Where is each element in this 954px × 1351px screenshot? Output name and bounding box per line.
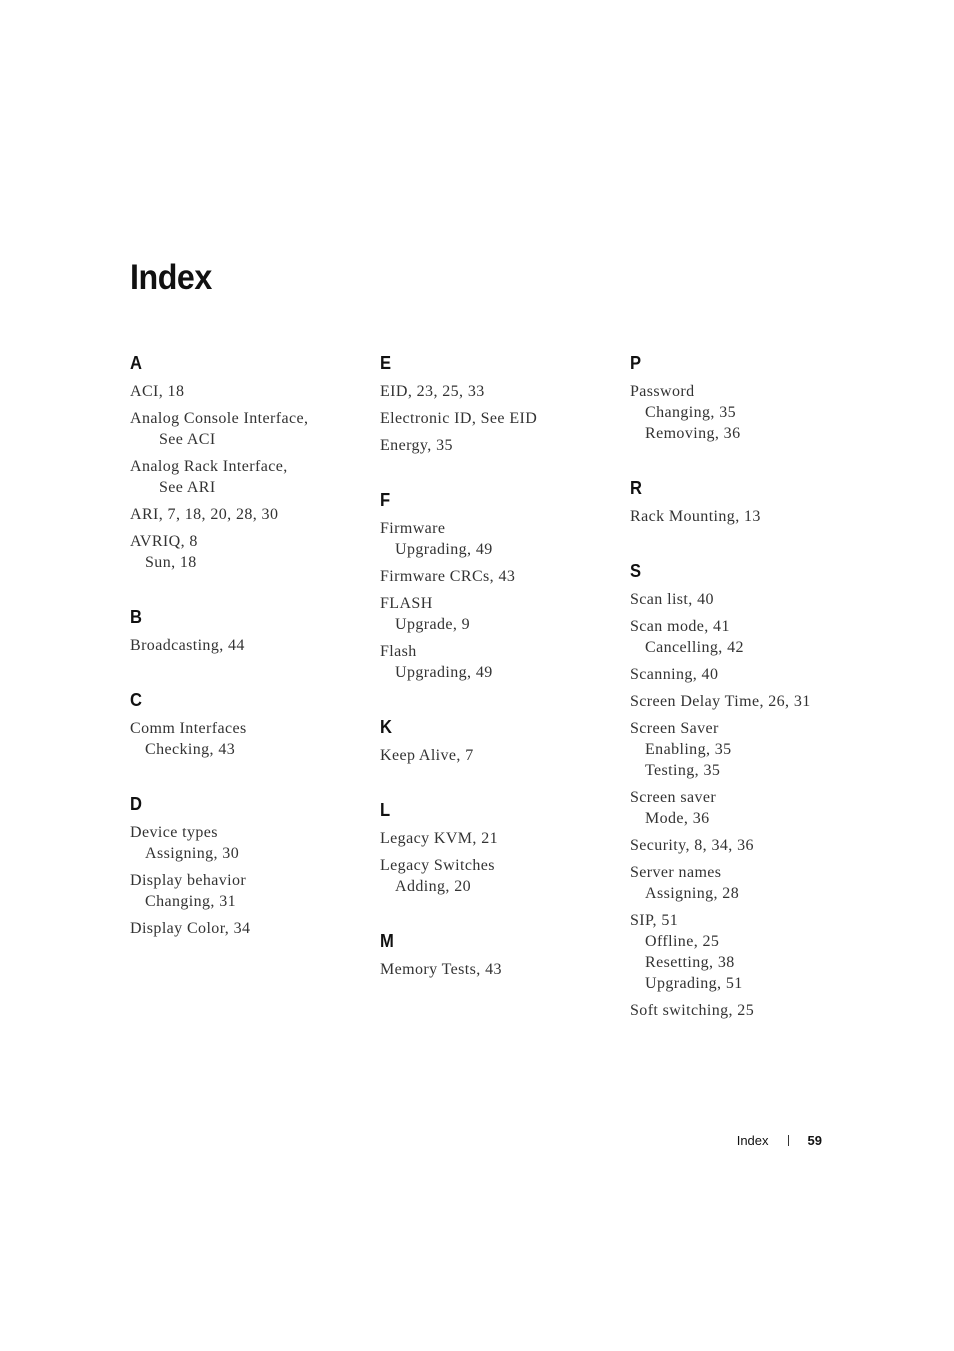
index-entry (630, 664, 870, 685)
index-entry (380, 641, 620, 683)
index-group-m (380, 929, 620, 980)
index-subentry: Resetting, 38 (645, 954, 735, 971)
index-entry (630, 910, 870, 994)
index-entry (630, 506, 870, 527)
index-term: ARI, 7, 18, 20, 28, 30 (130, 506, 279, 523)
index-term: Memory Tests, 43 (380, 961, 502, 978)
index-subentry: Removing, 36 (645, 425, 741, 442)
index-entry (630, 718, 870, 781)
index-subentry: Assigning, 28 (645, 885, 740, 902)
index-subentry: Changing, 35 (645, 404, 737, 421)
index-subentry: Cancelling, 42 (645, 639, 744, 656)
index-letter-heading: D (130, 794, 142, 814)
index-subentry: Offline, 25 (645, 933, 720, 950)
index-entry (630, 835, 870, 856)
index-entry (380, 435, 620, 456)
index-entry (630, 1000, 870, 1021)
index-entry (630, 862, 870, 904)
index-term: Firmware (380, 520, 446, 537)
index-letter-heading: K (380, 717, 392, 737)
index-term: Electronic ID, See EID (380, 410, 538, 427)
index-term: Comm Interfaces (130, 720, 247, 737)
index-entry (630, 691, 870, 712)
index-term: Legacy KVM, 21 (380, 830, 499, 847)
index-letter-heading: F (380, 490, 391, 510)
index-entry (380, 959, 620, 980)
page-number: 59 (807, 1133, 822, 1148)
index-entry (380, 855, 620, 897)
index-subentry: Upgrading, 49 (395, 664, 493, 681)
index-letter-heading: R (630, 478, 642, 498)
index-term: Broadcasting, 44 (130, 637, 245, 654)
index-letter-heading: S (630, 561, 642, 581)
index-entry (130, 531, 370, 573)
index-term: Screen Delay Time, 26, 31 (630, 693, 811, 710)
index-term: Legacy Switches (380, 857, 495, 874)
index-column-2 (380, 351, 620, 1012)
index-term: Password (630, 383, 695, 400)
index-subentry: Assigning, 30 (145, 845, 240, 862)
page-footer (737, 1133, 822, 1148)
index-term: Energy, 35 (380, 437, 453, 454)
index-group-d (130, 792, 370, 939)
index-group-s (630, 559, 870, 1021)
index-entry (630, 589, 870, 610)
index-term: Screen Saver (630, 720, 719, 737)
index-subentry: Sun, 18 (145, 554, 197, 571)
index-entry (380, 408, 620, 429)
index-term: Scanning, 40 (630, 666, 719, 683)
index-entry (130, 408, 370, 450)
index-entry (380, 828, 620, 849)
index-term: Display Color, 34 (130, 920, 251, 937)
index-letter-heading: E (380, 353, 392, 373)
index-see-reference: See ACI (159, 431, 216, 448)
index-subentry: Enabling, 35 (645, 741, 732, 758)
index-entry (130, 718, 370, 760)
index-column-1 (130, 351, 370, 971)
index-term: Firmware CRCs, 43 (380, 568, 516, 585)
index-term: FLASH (380, 595, 433, 612)
index-term: Device types (130, 824, 218, 841)
footer-divider (788, 1135, 789, 1146)
index-group-k (380, 715, 620, 766)
index-subentry: Upgrading, 49 (395, 541, 493, 558)
index-entry (130, 635, 370, 656)
index-entry (130, 870, 370, 912)
index-entry (380, 593, 620, 635)
index-column-3 (630, 351, 870, 1053)
index-term: Keep Alive, 7 (380, 747, 474, 764)
index-group-l (380, 798, 620, 897)
index-see-reference: See ARI (159, 479, 216, 496)
index-entry (130, 456, 370, 498)
page-title: Index (130, 258, 212, 297)
index-entry (380, 518, 620, 560)
index-term: Scan mode, 41 (630, 618, 730, 635)
index-term: AVRIQ, 8 (130, 533, 198, 550)
index-letter-heading: A (130, 353, 142, 373)
index-letter-heading: L (380, 800, 391, 820)
index-subentry: Upgrade, 9 (395, 616, 471, 633)
index-subentry: Checking, 43 (145, 741, 236, 758)
index-term: Screen saver (630, 789, 717, 806)
index-subentry: Adding, 20 (395, 878, 471, 895)
index-entry (130, 822, 370, 864)
index-term: Flash (380, 643, 417, 660)
index-group-c (130, 688, 370, 760)
index-entry (130, 504, 370, 525)
index-term: Display behavior (130, 872, 247, 889)
index-term: Analog Rack Interface, (130, 458, 288, 475)
index-entry (130, 381, 370, 402)
index-group-a (130, 351, 370, 573)
index-letter-heading: C (130, 690, 142, 710)
index-subentry: Upgrading, 51 (645, 975, 743, 992)
index-group-f (380, 488, 620, 683)
index-subentry: Changing, 31 (145, 893, 237, 910)
index-group-r (630, 476, 870, 527)
index-entry (380, 745, 620, 766)
index-entry (380, 566, 620, 587)
index-term: Scan list, 40 (630, 591, 714, 608)
index-letter-heading: M (380, 931, 394, 951)
index-term: Server names (630, 864, 722, 881)
index-entry (130, 918, 370, 939)
index-letter-heading: B (130, 607, 142, 627)
index-term: Analog Console Interface, (130, 410, 309, 427)
index-term: EID, 23, 25, 33 (380, 383, 485, 400)
index-entry (630, 787, 870, 829)
index-term: ACI, 18 (130, 383, 185, 400)
index-group-e (380, 351, 620, 456)
footer-section-label: Index (736, 1133, 769, 1148)
index-subentry: Testing, 35 (645, 762, 721, 779)
index-term: SIP, 51 (630, 912, 679, 929)
index-entry (380, 381, 620, 402)
index-letter-heading: P (630, 353, 642, 373)
index-entry (630, 616, 870, 658)
index-subentry: Mode, 36 (645, 810, 710, 827)
index-term: Rack Mounting, 13 (630, 508, 761, 525)
index-entry (630, 381, 870, 444)
index-term: Security, 8, 34, 36 (630, 837, 754, 854)
index-group-b (130, 605, 370, 656)
index-group-p (630, 351, 870, 444)
index-term: Soft switching, 25 (630, 1002, 755, 1019)
